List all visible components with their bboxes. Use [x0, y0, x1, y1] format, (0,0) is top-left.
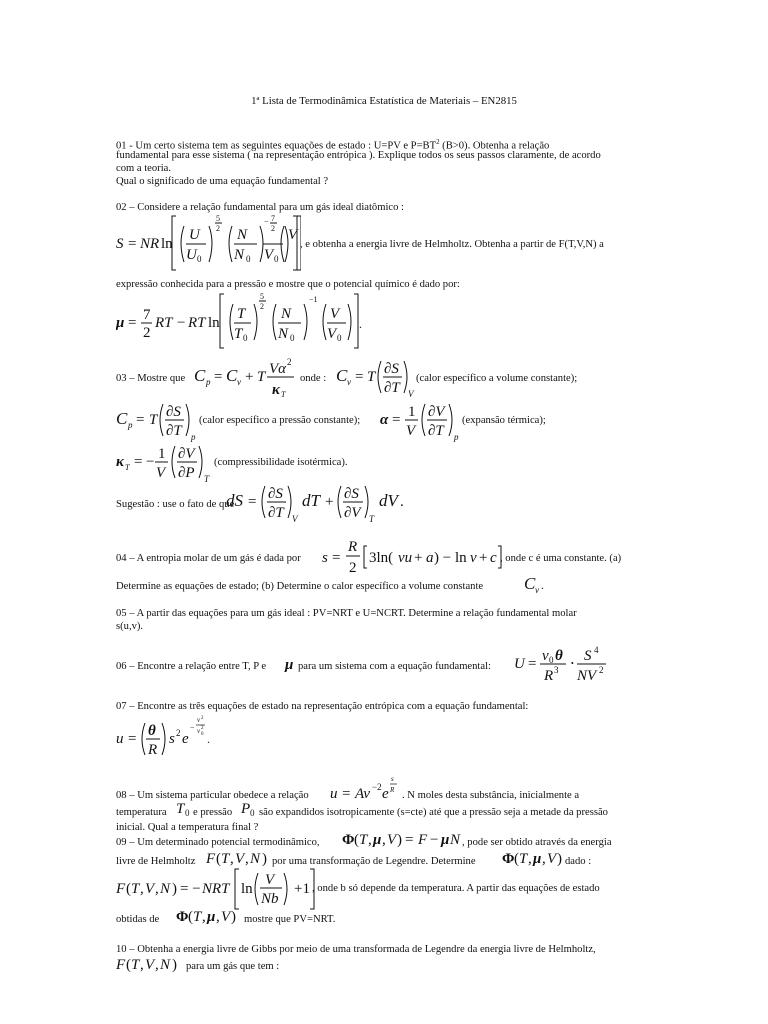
svg-text:0: 0	[246, 254, 251, 264]
svg-text:−: −	[177, 315, 186, 331]
equation-mu-symbol	[284, 655, 298, 675]
svg-text:T: T	[131, 881, 140, 897]
svg-text:−: −	[430, 832, 439, 848]
q06-line-1b: para um sistema com a equação fundamental:	[298, 661, 491, 672]
svg-text:∂V: ∂V	[428, 404, 445, 420]
svg-text:μ: μ	[207, 909, 216, 925]
q03-line-1c: (calor específico a volume constante);	[416, 373, 578, 384]
q05-line-2: s(u,v).	[116, 621, 144, 632]
svg-text:2: 2	[599, 665, 604, 675]
svg-text:ln: ln	[208, 315, 220, 331]
svg-text:=: =	[128, 315, 137, 331]
svg-text:V: V	[292, 514, 298, 524]
svg-text:V: V	[145, 881, 155, 897]
svg-text:T: T	[359, 832, 368, 848]
svg-text:∂T: ∂T	[384, 380, 400, 396]
q09-line-4a: obtidas de	[116, 914, 160, 925]
svg-text:∂T: ∂T	[166, 423, 182, 439]
svg-text:N: N	[234, 247, 245, 263]
q09-line-2c: dado :	[565, 856, 592, 867]
svg-text:,: ,	[155, 957, 159, 973]
q09-line-1b: , pode ser obtido através da energia	[462, 837, 612, 848]
svg-text:,: ,	[155, 881, 159, 897]
svg-text:κ: κ	[116, 454, 124, 470]
svg-text:0: 0	[243, 333, 248, 343]
svg-text:=: =	[332, 550, 341, 566]
svg-text:.: .	[207, 732, 210, 746]
q04-line-1b: , onde c é uma constante. (a)	[500, 553, 622, 564]
svg-text:V: V	[288, 227, 298, 243]
svg-text:μ: μ	[533, 851, 542, 867]
svg-text:(: (	[216, 851, 221, 867]
q10-line-1: 10 – Obtenha a energia livre de Gibbs por meio de uma transformada de Legendre da energia livre de Helmholtz,	[116, 944, 596, 955]
svg-text:−2: −2	[372, 782, 382, 792]
svg-text:U: U	[514, 656, 525, 672]
svg-text:N: N	[281, 306, 292, 322]
svg-text:V: V	[547, 851, 557, 867]
svg-text:R: R	[148, 742, 158, 758]
svg-text:NRT: NRT	[202, 881, 230, 897]
svg-text:F: F	[116, 957, 126, 973]
svg-text:+: +	[325, 494, 334, 510]
svg-text:v: v	[197, 716, 201, 724]
svg-text:RT: RT	[188, 315, 206, 331]
svg-text:v: v	[197, 727, 201, 735]
equation-cp	[116, 398, 201, 444]
svg-text:V: V	[145, 957, 155, 973]
q03-line-4: Sugestão : use o fato de que	[116, 499, 235, 510]
svg-text:μ: μ	[116, 315, 125, 331]
equation-cv-symbol	[522, 572, 552, 596]
svg-text:Nb: Nb	[261, 891, 279, 907]
svg-text:θ: θ	[555, 648, 563, 664]
svg-text:R: R	[544, 668, 554, 684]
q07-line-1: 07 – Encontre as três equações de estado na representação entrópica com a equação fundamental:	[116, 701, 529, 712]
q09-line-2a: livre de Helmholtz	[116, 856, 196, 867]
q08-line-1a: 08 – Um sistema particular obedece a relação	[116, 790, 309, 801]
svg-text:0: 0	[197, 254, 202, 264]
svg-text:5: 5	[216, 214, 220, 223]
q09-line-4b: mostre que PV=NRT.	[244, 914, 336, 925]
svg-text:C: C	[194, 366, 206, 385]
svg-text:dS: dS	[226, 491, 243, 510]
svg-text:2: 2	[143, 325, 151, 341]
svg-text:ln: ln	[241, 881, 253, 897]
svg-text:−: −	[264, 217, 269, 226]
svg-text:⋅: ⋅	[570, 656, 575, 672]
svg-text:u: u	[116, 731, 124, 747]
svg-text:2: 2	[287, 357, 292, 367]
svg-text:p: p	[454, 432, 459, 442]
svg-text:7: 7	[271, 214, 275, 223]
q02-line-1: 02 – Considere a relação fundamental para um gás ideal diatômico :	[116, 202, 404, 213]
svg-text:μ: μ	[373, 832, 382, 848]
svg-text:5: 5	[260, 292, 264, 301]
q09-line-3: , onde b só depende da temperatura. A partir das equações de estado	[312, 883, 600, 894]
svg-text:=: =	[392, 412, 401, 428]
svg-text:∂S: ∂S	[344, 486, 359, 502]
equation-f-tvn-2	[116, 953, 186, 975]
svg-text:= −: = −	[180, 881, 201, 897]
svg-text:(: (	[188, 909, 193, 925]
svg-text:T: T	[237, 306, 246, 322]
svg-text:=: =	[405, 832, 414, 848]
svg-text:3ln(: 3ln(	[369, 550, 394, 566]
svg-text:v: v	[535, 585, 539, 595]
equation-p0	[240, 797, 260, 819]
svg-text:0: 0	[250, 808, 255, 818]
equation-entropy-diatomic-end	[263, 212, 303, 274]
svg-text:e: e	[382, 786, 389, 802]
svg-text:R: R	[348, 539, 358, 555]
svg-text:): )	[262, 851, 267, 867]
q02-line-2: expressão conhecida para a pressão e mostre que o potencial químico é dado por:	[116, 279, 460, 290]
svg-text:0: 0	[185, 808, 190, 818]
svg-text:F: F	[418, 832, 428, 848]
svg-text:V: V	[406, 423, 416, 439]
svg-text:Φ: Φ	[342, 832, 355, 848]
equation-cv	[336, 355, 416, 401]
svg-text:Φ: Φ	[176, 909, 189, 925]
svg-text:V: V	[221, 909, 231, 925]
svg-text:): )	[557, 851, 562, 867]
svg-text:,: ,	[216, 909, 220, 925]
svg-text:): )	[172, 957, 177, 973]
svg-text:s: s	[391, 775, 394, 783]
svg-text:Av: Av	[355, 786, 370, 802]
q04-line-2: Determine as equações de estado; (b) Determine o calor específico a volume constante	[116, 581, 484, 592]
svg-text:+1: +1	[294, 881, 310, 897]
svg-text:2: 2	[216, 224, 220, 233]
q03-line-3: (compressibilidade isotérmica).	[214, 457, 348, 468]
svg-text:P: P	[241, 801, 251, 817]
svg-text:.: .	[541, 578, 544, 592]
svg-text:ln: ln	[161, 236, 173, 252]
svg-text:,: ,	[382, 832, 386, 848]
q10-line-2: para um gás que tem :	[186, 961, 280, 972]
q01-line-3: com a teoria.	[116, 163, 172, 174]
svg-text:C: C	[524, 574, 536, 593]
svg-text:p: p	[128, 420, 133, 430]
svg-text:N: N	[250, 851, 261, 867]
svg-text:μ: μ	[441, 832, 450, 848]
svg-text:(: (	[126, 957, 131, 973]
svg-text:v: v	[470, 550, 477, 566]
svg-text:=: =	[136, 412, 145, 428]
svg-text:α: α	[380, 412, 389, 428]
svg-text:0: 0	[201, 732, 204, 737]
svg-text:2: 2	[176, 728, 181, 738]
svg-text:∂T: ∂T	[428, 423, 444, 439]
equation-ds	[226, 480, 421, 526]
svg-text:): )	[231, 909, 236, 925]
svg-text:s: s	[169, 731, 175, 747]
q02-after-equation: , e obtenha a energia livre de Helmholtz. Obtenha a partir de F(T,V,N) a	[300, 239, 604, 250]
svg-text:Vα: Vα	[269, 361, 287, 377]
svg-text:∂S: ∂S	[166, 404, 181, 420]
svg-text:V: V	[156, 465, 166, 481]
svg-text:V: V	[387, 832, 397, 848]
equation-phi-tmuv	[502, 847, 562, 869]
q09-line-1a: 09 – Um determinado potencial termodinâmico,	[116, 837, 320, 848]
svg-text:4: 4	[594, 645, 599, 655]
equation-alpha	[380, 398, 470, 444]
svg-text:T: T	[221, 851, 230, 867]
svg-text:U: U	[186, 247, 197, 263]
svg-text:C: C	[226, 366, 238, 385]
svg-text:V: V	[330, 306, 340, 322]
svg-text:v: v	[347, 377, 351, 387]
svg-text:,: ,	[528, 851, 532, 867]
q09-line-2b: por uma transformação de Legendre. Determine	[272, 856, 476, 867]
svg-text:∂T: ∂T	[268, 505, 284, 521]
svg-text:(: (	[514, 851, 519, 867]
svg-text:+: +	[479, 550, 488, 566]
svg-text:): )	[172, 881, 177, 897]
q06-line-1a: 06 – Encontre a relação entre T, P e	[116, 661, 267, 672]
svg-text:C: C	[116, 409, 128, 428]
svg-text:dV: dV	[379, 491, 398, 510]
svg-text:1: 1	[408, 404, 416, 420]
svg-text:,: ,	[542, 851, 546, 867]
equation-u-av	[330, 773, 410, 803]
svg-text:−: −	[190, 723, 195, 732]
svg-text:V: V	[265, 872, 275, 888]
svg-text:=: =	[128, 731, 137, 747]
svg-text:=: =	[128, 236, 137, 252]
svg-text:) − ln: ) − ln	[434, 550, 467, 566]
q01-line-2: fundamental para esse sistema ( na representação entrópica ). Explique todos os seus passos claramente, de acordo	[116, 150, 601, 161]
svg-text:2: 2	[201, 726, 204, 731]
svg-text:1: 1	[158, 446, 166, 462]
svg-text:V: V	[327, 326, 337, 342]
svg-text:V: V	[408, 389, 414, 399]
q08-line-2a: temperatura	[116, 807, 167, 818]
q08-line-1b: . N moles desta substância, inicialmente a	[402, 790, 580, 801]
svg-text:N: N	[450, 832, 461, 848]
svg-text:=: =	[214, 369, 223, 385]
svg-text:T: T	[125, 463, 130, 472]
svg-text:T: T	[519, 851, 528, 867]
svg-text:v: v	[237, 377, 241, 387]
svg-text:N: N	[160, 957, 171, 973]
page-title: 1ª Lista de Termodinâmica Estatística de Materiais – EN2815	[251, 95, 517, 107]
svg-text:+: +	[414, 550, 423, 566]
equation-kappa	[116, 440, 216, 486]
svg-text:U: U	[189, 227, 200, 243]
q03-line-1a: 03 – Mostre que	[116, 373, 186, 384]
q03-line-1b: onde :	[300, 373, 327, 384]
svg-text:.: .	[400, 494, 404, 510]
svg-text:=: =	[134, 454, 143, 470]
svg-text:N: N	[278, 326, 289, 342]
svg-text:,: ,	[140, 957, 144, 973]
q08-line-2b: e pressão	[193, 807, 233, 818]
svg-text:∂V: ∂V	[178, 446, 195, 462]
svg-text:c: c	[490, 550, 497, 566]
equation-cp-cv	[194, 355, 314, 401]
svg-text:2: 2	[271, 224, 275, 233]
svg-text:−: −	[146, 454, 155, 470]
equation-fundamental-u	[514, 644, 609, 686]
svg-text:u: u	[330, 786, 338, 802]
svg-text:,: ,	[202, 909, 206, 925]
svg-text:F: F	[206, 851, 216, 867]
svg-text:v: v	[542, 648, 549, 664]
svg-text:T: T	[257, 369, 266, 385]
svg-text:,: ,	[245, 851, 249, 867]
q05-line-1: 05 – A partir das equações para um gás ideal : PV=NRT e U=NCRT. Determine a relação fundamental molar	[116, 608, 577, 619]
svg-text:,: ,	[140, 881, 144, 897]
svg-text:T: T	[204, 474, 210, 484]
svg-text:7: 7	[143, 307, 151, 323]
equation-molar-entropy	[322, 534, 502, 580]
svg-text:=: =	[528, 656, 537, 672]
svg-text:2: 2	[349, 560, 357, 576]
svg-text:=: =	[342, 786, 351, 802]
svg-text:=: =	[355, 369, 364, 385]
svg-text:T: T	[281, 390, 286, 399]
svg-text:F: F	[116, 881, 126, 897]
svg-text:T: T	[367, 369, 376, 385]
svg-text:): )	[397, 832, 402, 848]
svg-text:.: .	[359, 317, 362, 331]
svg-text:(: (	[354, 832, 359, 848]
svg-text:dT: dT	[302, 491, 320, 510]
svg-text:s: s	[322, 550, 328, 566]
svg-text:a: a	[426, 550, 434, 566]
svg-text:κ: κ	[272, 382, 280, 398]
svg-text:NV: NV	[577, 668, 597, 684]
svg-text:(: (	[126, 881, 131, 897]
equation-chemical-potential	[116, 290, 356, 352]
svg-text:2: 2	[201, 716, 204, 721]
svg-text:p: p	[206, 377, 211, 387]
svg-text:RT: RT	[155, 315, 173, 331]
svg-text:T: T	[149, 412, 158, 428]
q08-line-3: inicial. Qual a temperatura final ?	[116, 822, 259, 833]
svg-text:C: C	[336, 366, 348, 385]
svg-text:T: T	[369, 514, 375, 524]
svg-text:N: N	[160, 881, 171, 897]
svg-text:+: +	[245, 369, 254, 385]
svg-text:∂S: ∂S	[384, 361, 399, 377]
q01-line-4: Qual o significado de uma equação fundamental ?	[116, 176, 329, 187]
svg-text:0: 0	[549, 655, 554, 665]
svg-text:−1: −1	[309, 295, 318, 304]
svg-text:e: e	[182, 731, 189, 747]
svg-text:θ: θ	[148, 723, 156, 739]
svg-text:μ: μ	[285, 657, 294, 673]
q04-line-1a: 04 – A entropia molar de um gás é dada por	[116, 553, 301, 564]
svg-text:V: V	[264, 247, 274, 263]
svg-text:vu: vu	[398, 550, 413, 566]
svg-text:T: T	[234, 326, 243, 342]
equation-chemical-potential-bracket	[352, 290, 364, 352]
svg-text:S: S	[584, 648, 592, 664]
svg-text:∂P: ∂P	[178, 465, 195, 481]
equation-t0	[175, 797, 195, 819]
svg-text:T: T	[193, 909, 202, 925]
svg-text:=: =	[248, 494, 257, 510]
svg-text:T: T	[131, 957, 140, 973]
equation-phi-potential	[342, 828, 482, 850]
svg-text:2: 2	[260, 302, 264, 311]
svg-text:N: N	[237, 227, 248, 243]
equation-fundamental-u-theta	[116, 713, 216, 759]
equation-phi-tmuv-2	[176, 905, 236, 927]
svg-text:3: 3	[554, 665, 559, 675]
svg-text:0: 0	[290, 333, 295, 343]
svg-text:V: V	[235, 851, 245, 867]
svg-text:R: R	[390, 786, 395, 794]
svg-text:S: S	[116, 236, 124, 252]
svg-text:0: 0	[337, 333, 342, 343]
svg-text:∂V: ∂V	[344, 505, 361, 521]
q08-line-2c: são expandidos isotropicamente (s=cte) até que a pressão seja a metade da pressão	[259, 807, 608, 818]
svg-text:∂S: ∂S	[268, 486, 283, 502]
svg-text:0: 0	[274, 254, 279, 264]
svg-text:NR: NR	[140, 236, 160, 252]
svg-text:p: p	[191, 432, 196, 442]
q03-line-2b: (expansão térmica);	[462, 415, 546, 426]
svg-text:Φ: Φ	[502, 851, 515, 867]
q01-line-1: 01 - Um certo sistema tem as seguintes equações de estado : U=PV e $P=BT^2$ (B>0). Obtenha a relação	[116, 139, 550, 152]
svg-text:,: ,	[368, 832, 372, 848]
svg-text:,: ,	[230, 851, 234, 867]
svg-text:T: T	[176, 801, 185, 817]
q03-line-2a: (calor específico a pressão constante);	[199, 415, 361, 426]
